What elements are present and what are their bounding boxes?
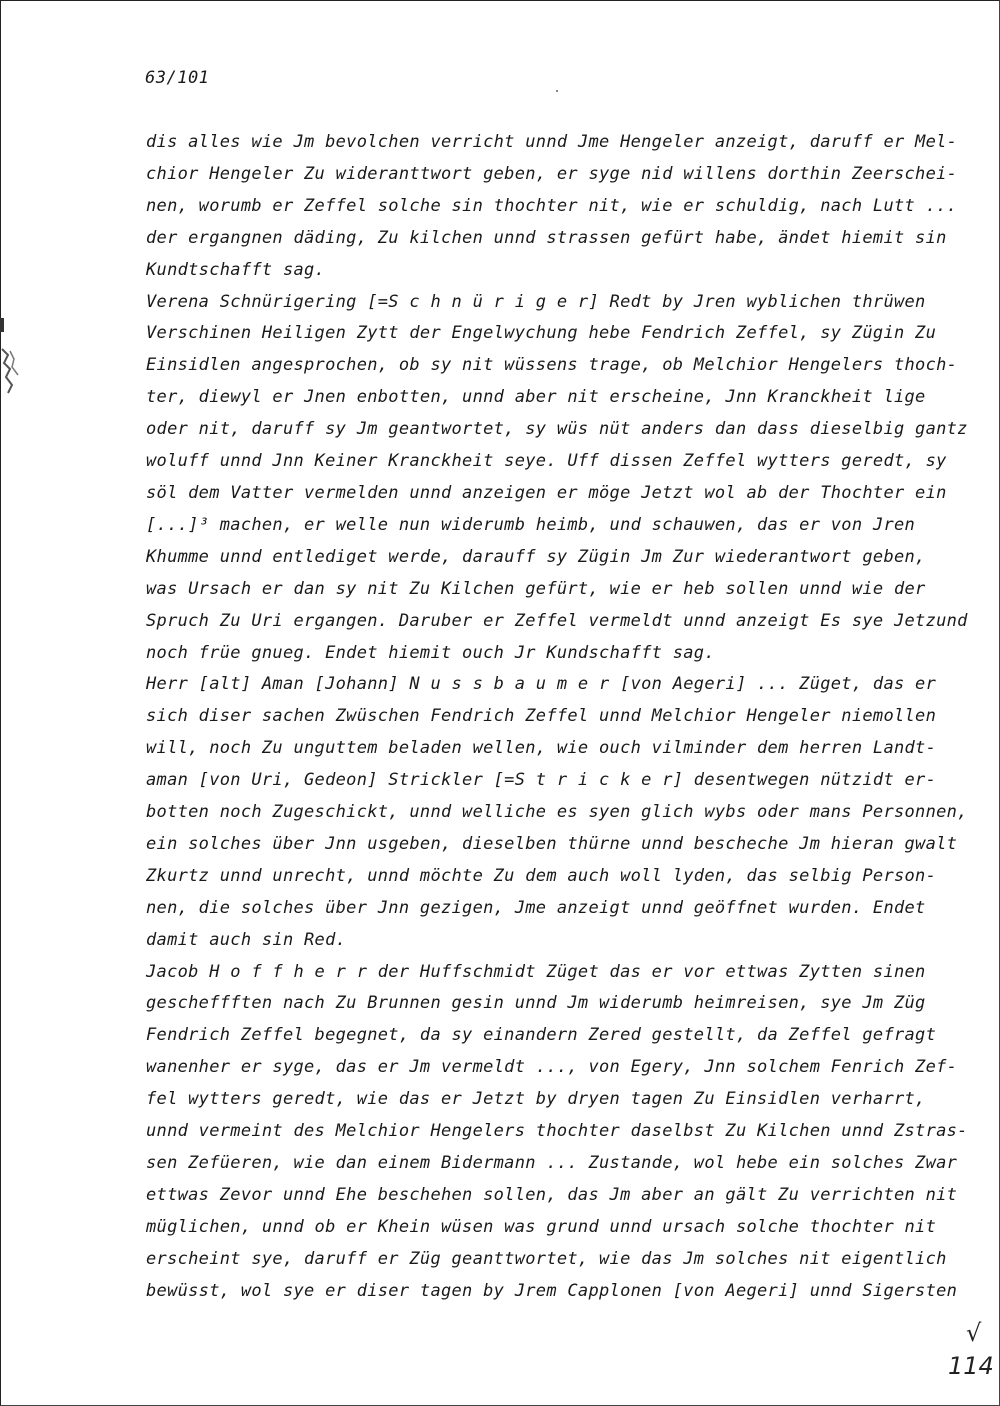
text-line: nen, die solches über Jnn gezigen, Jme anzeigt unnd geöffnet wurden. Endet (146, 897, 926, 918)
text-line: will, noch Zu unguttem beladen wellen, wie ouch vilminder dem herren Landt- (146, 738, 937, 759)
text-line: Spruch Zu Uri ergangen. Daruber er Zeffel vermeldt unnd anzeigt Es sye Jetzund (146, 610, 968, 631)
text-line: Einsidlen angesprochen, ob sy nit wüssens trage, ob Melchior Hengelers thoch- (146, 355, 958, 376)
text-line: Herr [alt] Aman [Johann] N u s s b a u m e r [von Aegeri] ... Züget, das er (146, 674, 937, 695)
text-line: was Ursach er dan sy nit Zu Kilchen gefürt, wie er heb sollen unnd wie der (146, 578, 926, 599)
text-line: dis alles wie Jm bevolchen verricht unnd Jme Hengeler anzeigt, daruff er Mel- (146, 132, 958, 152)
text-line: Fendrich Zeffel begegnet, da sy einandern Zered gestellt, da Zeffel gefragt (146, 1025, 937, 1046)
text-line: gescheffften nach Zu Brunnen gesin unnd Jm widerumb heimreisen, sye Jm Züg (146, 993, 926, 1014)
margin-scan-artifact (0, 345, 30, 397)
text-line: [...]³ machen, er welle nun widerumb heimb, und schauwen, das er von Jren (146, 514, 916, 535)
text-line: wanenher er syge, das er Jm vermeldt ..., von Egery, Jnn solchem Fenrich Zef- (146, 1057, 958, 1078)
text-line: ettwas Zevor unnd Ehe beschehen sollen, das Jm aber an gält Zu verrichten nit (146, 1184, 958, 1205)
text-line: erscheint sye, daruff er Züg geanttwortet, wie das Jm solches nit eigentlich (146, 1248, 947, 1269)
scan-speck (556, 90, 558, 92)
text-line: sich diser sachen Zwüschen Fendrich Zeffel unnd Melchior Hengeler niemollen (146, 706, 937, 727)
text-line: ter, diewyl er Jnen enbotten, unnd aber nit erscheine, Jnn Kranckheit lige (146, 387, 926, 408)
text-line: Verschinen Heiligen Zytt der Engelwychung hebe Fendrich Zeffel, sy Zügin Zu (146, 323, 937, 344)
text-line: Verena Schnürigering [=S c h n ü r i g e r] Redt by Jren wyblichen thrüwen (146, 291, 926, 312)
text-line: aman [von Uri, Gedeon] Strickler [=S t r i c k e r] desentwegen nützidt er- (146, 770, 937, 791)
text-line: chior Hengeler Zu wideranttwort geben, er syge nid willens dorthin Zeerschei- (146, 163, 958, 184)
text-line: Zkurtz unnd unrecht, unnd möchte Zu dem auch woll lyden, das selbig Person- (146, 865, 937, 886)
text-line: damit auch sin Red. (146, 929, 347, 950)
text-line: noch früe gnueg. Endet hiemit ouch Jr Kundschafft sag. (146, 642, 715, 663)
text-line: botten noch Zugeschickt, unnd welliche es syen glich wybs oder mans Personnen, (146, 802, 968, 823)
text-line: müglichen, unnd ob er Khein wüsen was grund unnd ursach solche thochter nit (146, 1216, 937, 1237)
text-line: Khumme unnd entlediget werde, darauff sy Zügin Jm Zur wiederantwort geben, (146, 546, 926, 567)
transcription-body (146, 127, 968, 1308)
text-line: söl dem Vatter vermelden unnd anzeigen er möge Jetzt wol ab der Thochter ein (146, 482, 947, 503)
text-line: bewüsst, wol sye er diser tagen by Jrem Capplonen [von Aegeri] unnd Sigersten (146, 1280, 958, 1301)
text-line: nen, worumb er Zeffel solche sin thochter nit, wie er schuldig, nach Lutt ... (146, 195, 958, 216)
text-line: der ergangnen däding, Zu kilchen unnd strassen gefürt habe, ändet hiemit sin (146, 227, 947, 248)
text-line: unnd vermeint des Melchior Hengelers thochter daselbst Zu Kilchen unnd Zstras- (146, 1121, 968, 1142)
text-line: Jacob H o f f h e r r der Huffschmidt Züget das er vor ettwas Zytten sinen (146, 961, 926, 982)
text-line: oder nit, daruff sy Jm geantwortet, sy wüs nüt anders dan dass dieselbig gantz (146, 419, 968, 440)
folio-number: 114 (948, 1352, 994, 1380)
margin-mark (0, 318, 4, 332)
check-mark: √ (966, 1319, 982, 1347)
page-number: 63/101 (145, 68, 210, 88)
text-line: ein solches über Jnn usgeben, dieselben thürne unnd bescheche Jm hieran gwalt (146, 833, 958, 854)
text-line: Kundtschafft sag. (146, 259, 326, 280)
text-line: woluff unnd Jnn Keiner Kranckheit seye. Uff dissen Zeffel wytters geredt, sy (146, 451, 947, 472)
text-line: sen Zefüeren, wie dan einem Bidermann ... Zustande, wol hebe ein solches Zwar (146, 1153, 958, 1173)
text-line: fel wytters geredt, wie das er Jetzt by dryen tagen Zu Einsidlen verharrt, (146, 1089, 926, 1110)
